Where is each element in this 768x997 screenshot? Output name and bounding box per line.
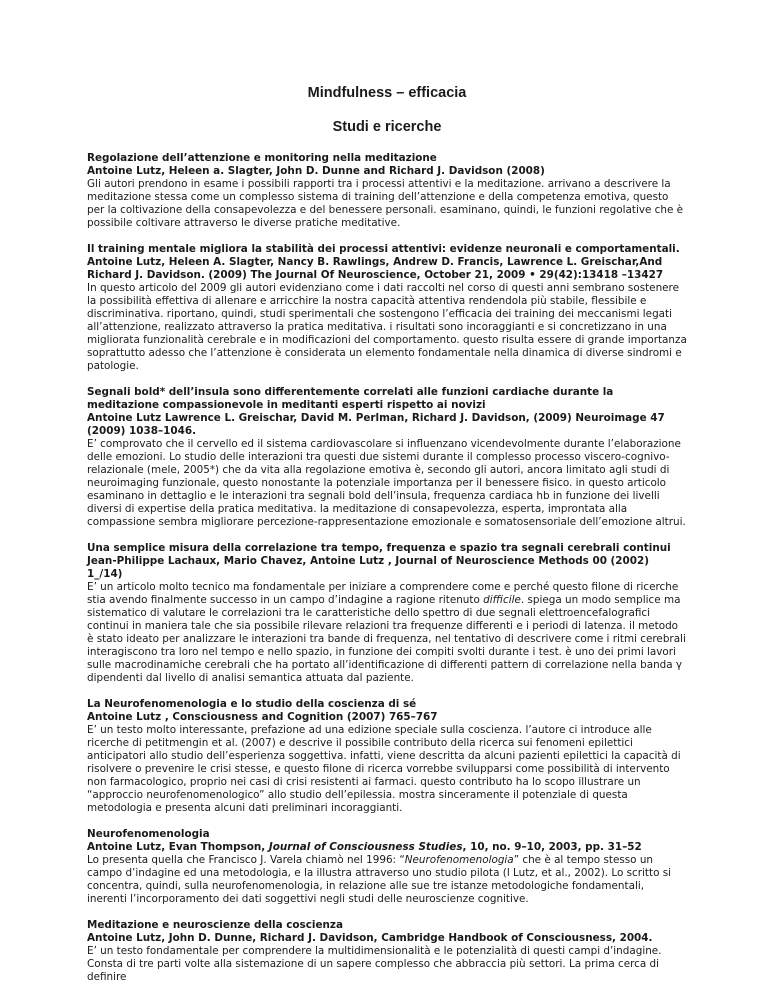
article-entry [87,152,687,230]
abstract-emphasis: Neurofenomenologia [404,854,514,866]
authors-text: Antoine Lutz, Evan Thompson, [87,841,269,853]
abstract-emphasis: difficile [483,594,521,606]
article-entry [87,386,687,529]
article-authors: Antoine Lutz , Consciousness and Cognition (2007) 765–767 [87,711,438,723]
page-title: Mindfulness – efficacia [307,85,467,101]
page-subtitle: Studi e ricerche [332,119,442,135]
article-authors: Antoine Lutz, Heleen a. Slagter, John D. Dunne and Richard J. Davidson (2008) [87,165,545,177]
article-authors [87,841,642,853]
abstract-text: Lo presenta quella che Francisco J. Varela chiamò nel 1996: “ [87,854,405,866]
article-entry [87,542,687,685]
article-title: Una semplice misura della correlazione tra tempo, frequenza e spazio tra segnali cerebrali continui [87,542,671,554]
article-abstract: Gli autori prendono in esame i possibili rapporti tra i processi attentivi e la meditazione. arrivano a descrivere la meditazione stessa come un complesso sistema di training dell’attenzione e della competenza emotiva, questo per la coltivazione della consapevolezza e del benessere personali. esaminano, quindi, le funzioni regolative che è possibile coltivare attraverso le diverse pratiche meditative. [87,178,684,229]
abstract-text: . spiega un modo semplice ma sistematico di valutare le correlazioni tra le caratteristiche dello spettro di due segnali elettroencefalografici continui in maniera tale che sia possibile rilevare relazioni tra frequenze differenti e i periodi di latenza. il metodo è stato ideato per analizzare le interazioni tra bande di frequenza, nel tentativo di descrivere come i ritmi cerebrali interagiscono tra loro nel tempo e nello spazio, in funzione dei compiti svolti durante i test. è uno dei primi lavori sulle macrodinamiche cerebrali che ha portato all’identificazione di differenti pattern di correlazione nella banda γ dipendenti dal livello di analisi semantica attuata dal paziente. [87,594,686,684]
article-authors: Antoine Lutz, John D. Dunne, Richard J. Davidson, Cambridge Handbook of Consciousness, 2004. [87,932,653,944]
article-abstract [87,581,687,685]
article-entry [87,919,687,984]
article-title: Meditazione e neuroscienze della coscienza [87,919,343,931]
abstract-text: E’ un articolo molto tecnico ma fondamentale per iniziare a comprendere come e perché questo filone di ricerche stia avendo finalmente successo in un campo d’indagine a ragione ritenuto [87,581,679,606]
article-entry [87,698,687,815]
article-abstract: E’ un testo fondamentale per comprendere la multidimensionalità e le potenzialità di questi campi d’indagine. Consta di tre parti volte alla sistemazione di un sapere complesso che abbraccia più settori. La prima cerca di definire [87,945,662,983]
journal-name: Journal of Consciousness Studies [268,841,463,853]
article-entry [87,828,687,906]
article-entry [87,243,687,373]
article-list [87,152,687,997]
article-abstract [87,854,687,906]
abstract-text: ” che è al tempo stesso un campo d’indagine ed una metodologia, e la illustra attraverso uno studio pilota (l Lutz, et al., 2002). Lo scritto si concentra, quindi, sulla neurofenomenologia, in relazione alle sue tre istanze metodologiche fondamentali, inerenti l’incorporamento dei dati soggettivi negli studi delle neuroscienze cognitive. [87,854,672,905]
article-title: Il training mentale migliora la stabilità dei processi attentivi: evidenze neuronali e comportamentali. [87,243,680,255]
authors-text: , 10, no. 9–10, 2003, pp. 31–52 [462,841,642,853]
article-title: La Neurofenomenologia e lo studio della coscienza di sé [87,698,417,710]
article-authors: Antoine Lutz, Heleen A. Slagter, Nancy B. Rawlings, Andrew D. Francis, Lawrence L. Greischar,And Richard J. Davidson. (2009) The Journal Of Neuroscience, October 21, 2009 • 29(42):13418 –13427 [87,256,664,281]
article-authors: Antoine Lutz Lawrence L. Greischar, David M. Perlman, Richard J. Davidson, (2009) Neuroimage 47 (2009) 1038–1046. [87,412,665,437]
article-title: Neurofenomenologia [87,828,210,840]
article-abstract: E’ comprovato che il cervello ed il sistema cardiovascolare si influenzano vicendevolmente durante l’elaborazione delle emozioni. Lo studio delle interazioni tra questi due sistemi durante il complesso processo viscero-cognivo-relazionale (mele, 2005*) che da vita alla regolazione emotiva è, secondo gli autori, ancora limitato agli studi di neuroimaging funzionale, questo nonostante la potenziale importanza per il benessere fisico. in questo articolo esaminano in dettaglio e le interazioni tra segnali bold dell’insula, frequenza cardiaca hb in funzione dei livelli diversi di expertise della pratica meditativa. la meditazione di consapevolezza, esperta, improntata alla compassione sembra migliorare percezione-rappresentazione emozionale e somatosensoriale dell’emozione altrui. [87,438,686,528]
article-abstract: In questo articolo del 2009 gli autori evidenziano come i dati raccolti nel corso di questi anni sembrano sostenere la possibilità effettiva di allenare e arricchire la nostra capacità attentiva rendendola più stabile, flessibile e discriminativa. riportano, quindi, studi sperimentali che sostengono l’efficacia dei training dei meccanismi legati all’attenzione, realizzato attraverso la pratica meditativa. i risultati sono incoraggianti e si concretizzano in una migliorata funzionalità cerebrale e in modificazioni del comportamento. questo risulta essere di grande importanza soprattutto adesso che l’attenzione è considerata un elemento fondamentale nella dinamica di diverse sindromi e patologie. [87,282,687,372]
article-title: Regolazione dell’attenzione e monitoring nella meditazione [87,152,437,164]
article-title: Segnali bold* dell’insula sono differentemente correlati alle funzioni cardiache durante la meditazione compassionevole in meditanti esperti rispetto ai novizi [87,386,614,411]
article-authors: Jean-Philippe Lachaux, Mario Chavez, Antoine Lutz , Journal of Neuroscience Methods 00 (2002) 1_/14) [87,555,649,580]
article-abstract: E’ un testo molto interessante, prefazione ad una edizione speciale sulla coscienza. l’autore ci introduce alle ricerche di petitmengin et al. (2007) e descrive il possibile contributo della ricerca sui fenomeni epilettici anticipatori allo studio dell’esperienza soggettiva. infatti, viene descritta da alcuni pazienti epilettici la capacità di risolvere o prevenire le crisi stesse, e questo filone di ricerca vorrebbe svilupparsi come possibilità di intervento non farmacologico, proprio nei casi di crisi resistenti ai farmaci. questo contributo ha lo scopo illustrare un “approccio neurofenomenologico” allo studio dell’epilessia. mostra sinceramente il potenziale di questa metodologia e presenta alcuni dati preliminari incoraggianti. [87,724,681,814]
